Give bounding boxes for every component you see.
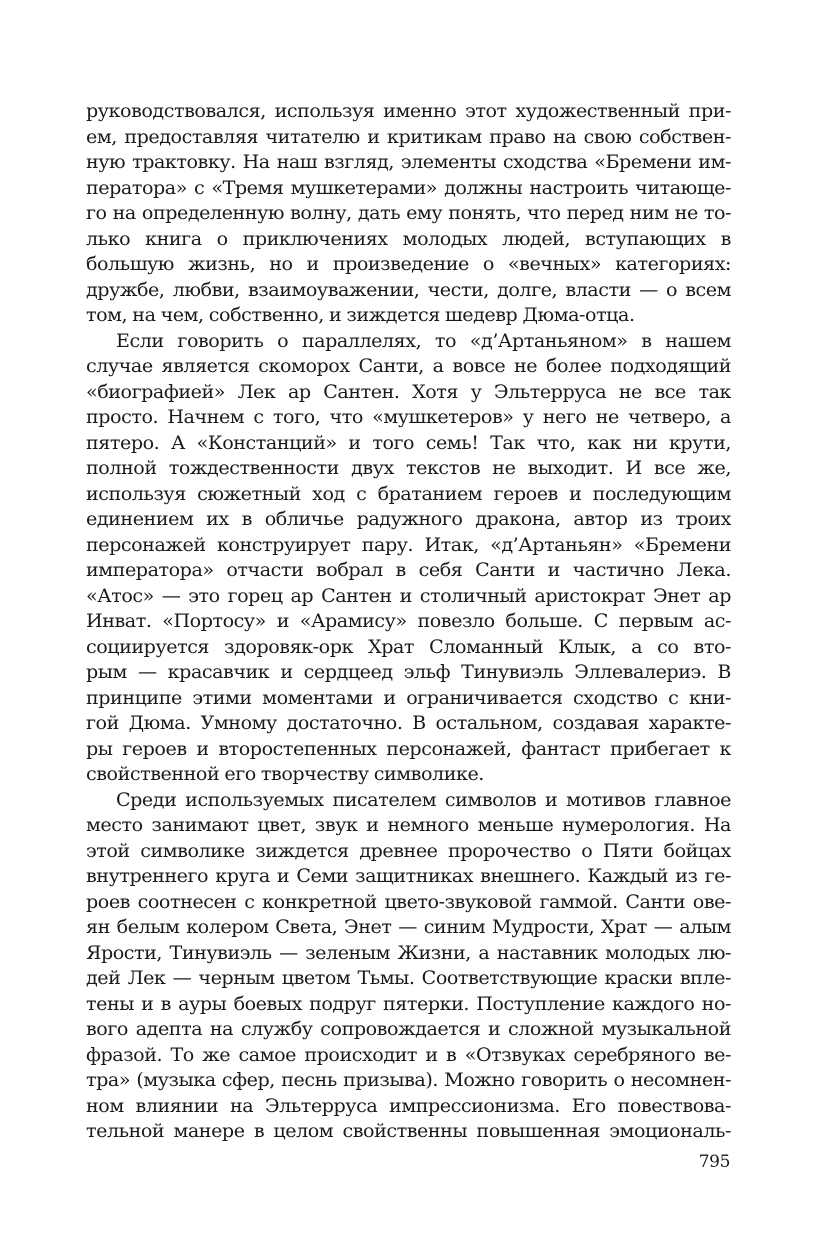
text-line: свойственной его творчеству символике. — [86, 762, 484, 785]
text-line: полной тождественности двух текстов не выходит. И все же, — [86, 456, 731, 479]
text-line: внутреннего круга и Семи защитниках внешнего. Каждый из ге- — [86, 864, 731, 887]
text-line: социируется здоровяк-орк Храт Сломанный Клык, а со вто- — [86, 634, 731, 658]
text-line: пятеро. А «Констанций» и того семь! Так что, как ни крути, — [86, 430, 731, 454]
text-line: лько книга о приключениях молодых людей, вступающих в — [86, 226, 731, 250]
text-line: «биографией» Лек ар Сантен. Хотя у Эльтерруса не все так — [86, 379, 731, 403]
text-line: принципе этими моментами и ограничивается сходство с кни- — [86, 685, 731, 709]
text-line: тены и в ауры боевых подруг пятерки. Поступление каждого но- — [86, 991, 731, 1015]
text-line: Среди используемых писателем символов и мотивов главное — [116, 787, 731, 811]
page-body-text — [86, 98, 731, 1144]
text-line: ную трактовку. На наш взгляд, элементы сходства «Бремени им- — [86, 150, 731, 173]
page-number: 795 — [698, 1152, 730, 1172]
text-line: Инват. «Портосу» и «Арамису» повезло больше. С первым ас- — [86, 609, 731, 632]
text-line: персонажей конструирует пару. Итак, «д’Артаньян» «Бремени — [86, 532, 731, 556]
text-line: дей Лек — черным цветом Тьмы. Соответствующие краски впле- — [86, 966, 731, 989]
paragraph — [86, 328, 731, 787]
text-line: случае является скоморох Санти, а вовсе не более подходящий — [86, 354, 731, 377]
paragraph — [86, 787, 731, 1144]
text-line: этой символике зиждется древнее пророчество о Пяти бойцах — [86, 838, 731, 862]
text-line: ры героев и второстепенных персонажей, фантаст прибегает к — [86, 736, 731, 760]
text-line: место занимают цвет, звук и немного меньше нумерология. На — [86, 813, 731, 836]
text-line: роев соотнесен с конкретной цвето-звуковой гаммой. Санти ове- — [86, 889, 731, 913]
text-line: «Атос» — это горец ар Сантен и столичный аристократ Энет ар — [86, 583, 731, 607]
text-line: фразой. То же самое происходит и в «Отзвуках серебряного ве- — [86, 1042, 731, 1066]
paragraph — [86, 98, 731, 328]
text-line: просто. Начнем с того, что «мушкетеров» у него не четверо, а — [86, 405, 731, 428]
text-line: ян белым колером Света, Энет — синим Мудрости, Храт — алым — [86, 915, 731, 938]
text-line: используя сюжетный ход с братанием героев и последующим — [86, 481, 731, 505]
text-line: вого адепта на службу сопровождается и сложной музыкальной — [86, 1017, 731, 1040]
text-line: гой Дюма. Умному достаточно. В остальном, создавая характе- — [86, 711, 731, 734]
text-line: тра» (музыка сфер, песнь призыва). Можно говорить о несомнен- — [86, 1068, 731, 1091]
text-line: тельной манере в целом свойственны повышенная эмоциональ- — [86, 1119, 731, 1142]
text-line: ператора» с «Тремя мушкетерами» должны настроить читающе- — [86, 175, 731, 199]
text-line: Ярости, Тинувиэль — зеленым Жизни, а наставник молодых лю- — [86, 940, 731, 964]
text-line: единением их в обличье радужного дракона, автор из троих — [86, 507, 731, 530]
text-line: рым — красавчик и сердцеед эльф Тинувиэль Эллевалериэ. В — [86, 660, 731, 683]
text-line: дружбе, любви, взаимоуважении, чести, долге, власти — о всем — [86, 277, 731, 301]
text-line: го на определенную волну, дать ему понять, что перед ним не то- — [86, 201, 731, 224]
text-line: большую жизнь, но и произведение о «вечных» категориях: — [86, 252, 731, 275]
text-line: императора» отчасти вобрал в себя Санти и частично Лека. — [86, 558, 731, 581]
text-line: ном влиянии на Эльтерруса импрессионизма. Его повествова- — [86, 1093, 731, 1117]
text-line: ем, предоставляя читателю и критикам право на свою собствен- — [86, 124, 731, 148]
text-line: Если говорить о параллелях, то «д’Артаньяном» в нашем — [116, 328, 731, 352]
text-line: руководствовался, используя именно этот художественный при- — [86, 99, 731, 122]
text-line: том, на чем, собственно, и зиждется шедевр Дюма-отца. — [86, 303, 635, 326]
